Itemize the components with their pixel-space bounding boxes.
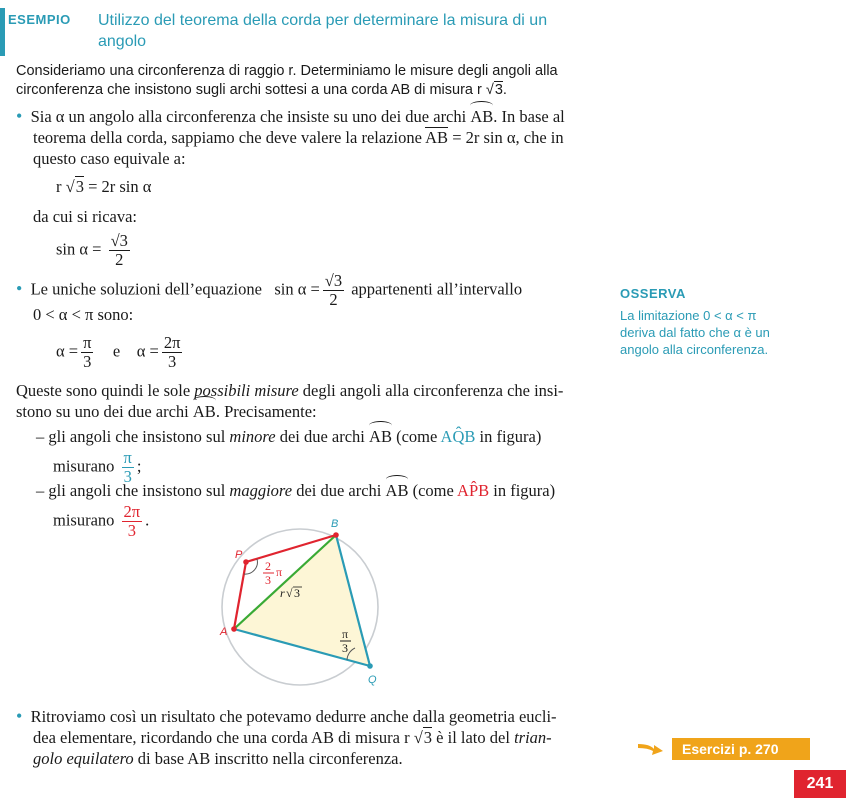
- label-a: A: [220, 626, 228, 638]
- dash-item-2: – gli angoli che insistono sul maggiore dei due archi AB (come AP̂B in figura) misurano $\frac{2\pi}{3}$ .: [36, 481, 556, 540]
- bullet-2: • Le uniche soluzioni dell’equazione sin α = $\frac{√3}{2}$ appartenenti all’intervallo: [16, 271, 523, 309]
- label-p: P: [235, 549, 243, 561]
- label-b: B: [331, 518, 339, 530]
- point-b: [333, 532, 339, 538]
- chord-label-sqrt: 3: [294, 586, 300, 600]
- title-line-1: Utilizzo del teorema della corda per determinare la misura di un: [98, 12, 548, 29]
- intro-line-2: circonferenza che insistono sugli archi sottesi a una corda AB di misura r √3.: [16, 82, 507, 98]
- angle-apb: AP̂B: [457, 481, 490, 500]
- exercises-arrow-icon: [636, 740, 666, 756]
- title-line-2: angolo: [98, 33, 147, 50]
- bullet-1: • Sia α un angolo alla circonferenza che insiste su uno dei due archi AB. In base al teorema della corda, sappiamo che deve valere la relazione AB = 2r sin α, che in questo caso equivale a:: [16, 106, 565, 168]
- point-a: [231, 626, 237, 632]
- circle-figure: [200, 505, 400, 695]
- arc-ab: AB: [470, 107, 494, 126]
- triangle-fill: [234, 535, 370, 666]
- point-p: [243, 559, 249, 565]
- angle-p-pi: π: [276, 565, 283, 579]
- solutions: α = $\frac{\pi}{3}$ e α = $\frac{2\pi}{3}$: [56, 333, 181, 371]
- bullet-3: • Ritroviamo così un risultato che potevamo dedurre anche dalla geometria eucli- dea elementare, ricordando che una corda AB di misura r √3 è il lato del trian- golo equilatero di base AB inscritto nella circonferenza.: [16, 706, 557, 768]
- intro-paragraph: [16, 62, 616, 100]
- label-q: Q: [368, 674, 377, 686]
- equation-1: r √3 = 2r sin α: [56, 177, 152, 196]
- angle-q-num: π: [342, 627, 349, 641]
- exercises-link[interactable]: Esercizi p. 270: [672, 738, 810, 760]
- chord-label-sqrt-sign: √: [286, 586, 293, 600]
- page-number: 241: [794, 770, 846, 798]
- segment-ab: AB: [425, 128, 449, 147]
- example-accent-bar: [0, 8, 5, 56]
- example-title: [98, 10, 547, 52]
- example-tag: ESEMPIO: [8, 12, 71, 27]
- intro-line-1: Consideriamo una circonferenza di raggio r. Determiniamo le misure degli angoli alla: [16, 63, 558, 79]
- summary-paragraph: Queste sono quindi le sole possibili misure degli angoli alla circonferenza che insi- stono su uno dei due archi AB. Precisamente:: [16, 381, 564, 421]
- from-which-text: da cui si ricava:: [33, 207, 137, 226]
- bullet-dot: •: [16, 106, 23, 126]
- equation-2: sin α = $\frac{√3}{2}$: [56, 231, 128, 269]
- angle-aqb: AQ̂B: [440, 427, 476, 446]
- point-q: [367, 663, 373, 669]
- chord-label-r: r: [280, 586, 285, 600]
- osserva-box: OSSERVA La limitazione 0 < α < π deriva dal fatto che α è un angolo alla circonferenza.: [620, 286, 820, 358]
- angle-p-den: 3: [265, 573, 271, 587]
- dash-item-1: – gli angoli che insistono sul minore dei due archi AB (come AQ̂B in figura) misurano $\frac{\pi}{3}$ ;: [36, 427, 542, 486]
- interval-text: 0 < α < π sono:: [33, 305, 134, 324]
- angle-p-num: 2: [265, 559, 271, 573]
- osserva-title: OSSERVA: [620, 286, 686, 301]
- angle-q-den: 3: [342, 641, 348, 655]
